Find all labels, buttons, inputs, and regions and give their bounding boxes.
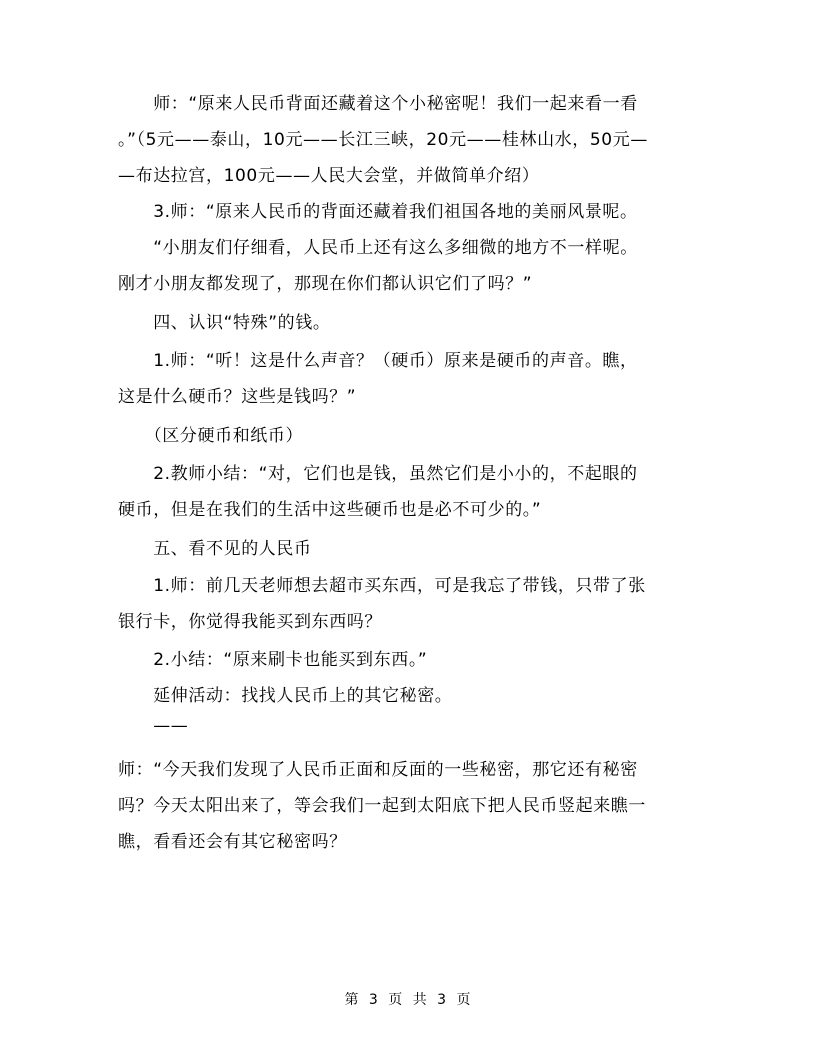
text-line: 3.师：“原来人民币的背面还藏着我们祖国各地的美丽风景呢。 <box>118 202 638 222</box>
text-line: 延伸活动：找找人民币上的其它秘密。 <box>118 686 453 706</box>
text-line: 银行卡，你觉得我能买到东西吗？ <box>118 612 382 632</box>
text-line: “小朋友们仔细看，人民币上还有这么多细微的地方不一样呢。 <box>118 238 638 258</box>
text-line: —布达拉宫，100元——人民大会堂，并做简单介绍） <box>118 166 540 186</box>
text-line: —— <box>118 716 189 736</box>
text-line: 师：“今天我们发现了人民币正面和反面的一些秘密，那它还有秘密 <box>118 760 638 780</box>
text-line: 2.小结：“原来刷卡也能买到东西。” <box>118 650 428 670</box>
footer-page-word: 第 <box>344 992 360 1008</box>
footer-page-unit: 页 <box>388 992 404 1008</box>
text-line: （区分硬币和纸币） <box>118 426 304 446</box>
text-line: 硬币，但是在我们的生活中这些硬币也是必不可少的。” <box>118 500 542 520</box>
text-line: 这是什么硬币？这些是钱吗？” <box>118 387 357 407</box>
page-footer <box>0 990 816 1010</box>
text-line: 刚才小朋友都发现了，那现在你们都认识它们了吗？” <box>118 274 533 294</box>
text-line: 1.师：前几天老师想去超市买东西，可是我忘了带钱，只带了张 <box>118 576 646 596</box>
text-line: 1.师：“听！这是什么声音？（硬币）原来是硬币的声音。瞧， <box>118 351 638 371</box>
text-line: 瞧，看看还会有其它秘密吗？ <box>118 832 347 852</box>
footer-total-unit: 页 <box>456 992 472 1008</box>
text-line: 师：“原来人民币背面还藏着这个小秘密呢！我们一起来看一看 <box>118 94 638 114</box>
text-line: 。”（5元——泰山，10元——长江三峡，20元——桂林山水，50元— <box>118 130 648 150</box>
footer-total-word: 共 <box>412 992 428 1008</box>
footer-current-page: 3 <box>368 992 379 1008</box>
text-line: 2.教师小结：“对，它们也是钱，虽然它们是小小的，不起眼的 <box>118 464 638 484</box>
footer-total-pages: 3 <box>437 992 448 1008</box>
section-heading: 五、看不见的人民币 <box>118 539 312 559</box>
text-line: 吗？今天太阳出来了，等会我们一起到太阳底下把人民币竖起来瞧一 <box>118 796 646 816</box>
section-heading: 四、认识“特殊”的钱。 <box>118 313 331 333</box>
